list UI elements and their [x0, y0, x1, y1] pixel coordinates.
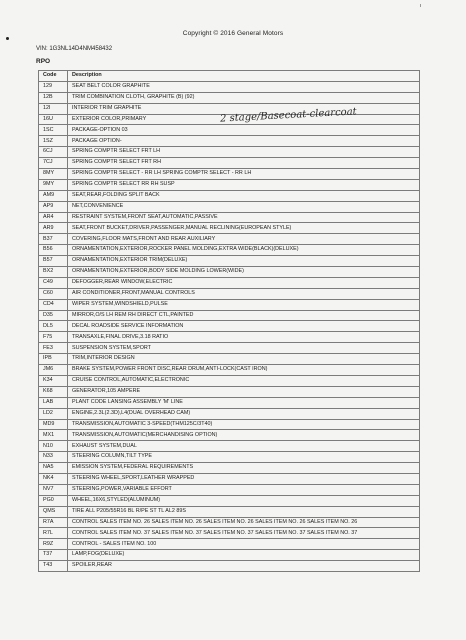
- rpo-code: BX2: [39, 267, 68, 278]
- rpo-code: N10: [39, 441, 68, 452]
- rpo-description: SPRING COMPTR SELECT - RR LH SPRING COMPTR SELECT - RR LH: [68, 169, 420, 180]
- rpo-description: BRAKE SYSTEM,POWER FRONT DISC,REAR DRUM,ANTI-LOCK(CAST IRON): [68, 365, 420, 376]
- table-row: [39, 495, 420, 506]
- table-row: [39, 169, 420, 180]
- rpo-description: WIPER SYSTEM,WINDSHIELD,PULSE: [68, 299, 420, 310]
- scan-speck: [420, 4, 421, 7]
- table-row: [39, 179, 420, 190]
- table-row: [39, 365, 420, 376]
- table-row: [39, 430, 420, 441]
- rpo-description: ENGINE,2.3L(2.3D),L4(DUAL OVERHEAD CAM): [68, 408, 420, 419]
- rpo-code: 12B: [39, 92, 68, 103]
- rpo-description: NET,CONVENIENCE: [68, 201, 420, 212]
- rpo-code: QMS: [39, 506, 68, 517]
- rpo-code: 7CJ: [39, 158, 68, 169]
- rpo-code: LAB: [39, 397, 68, 408]
- rpo-description: MIRROR,O/S LH REM RH DIRECT CTL,PAINTED: [68, 310, 420, 321]
- rpo-code: PG0: [39, 495, 68, 506]
- rpo-code: K34: [39, 375, 68, 386]
- rpo-description: DECAL ROADSIDE SERVICE INFORMATION: [68, 321, 420, 332]
- rpo-description: SPRING COMPTR SELECT FRT LH: [68, 147, 420, 158]
- table-row: [39, 245, 420, 256]
- rpo-code: MX1: [39, 430, 68, 441]
- table-row: [39, 332, 420, 343]
- rpo-description: TRANSMISSION,AUTOMATIC(MERCHANDISING OPTION): [68, 430, 420, 441]
- rpo-description: INTERIOR TRIM GRAPHITE: [68, 103, 420, 114]
- rpo-description: WHEEL,16X6,STYLED(ALUMINUM): [68, 495, 420, 506]
- rpo-code: C49: [39, 277, 68, 288]
- rpo-code: C60: [39, 288, 68, 299]
- table-row: [39, 375, 420, 386]
- rpo-code: 8MY: [39, 169, 68, 180]
- rpo-code: 12I: [39, 103, 68, 114]
- rpo-description: TRIM COMBINATION CLOTH, GRAPHITE (B) (92): [68, 92, 420, 103]
- rpo-description: TIRE ALL P205/55R16 BL R/PE ST TL AL2 89S: [68, 506, 420, 517]
- rpo-code: K68: [39, 386, 68, 397]
- table-header-row: [39, 71, 420, 82]
- rpo-description: CONTROL SALES ITEM NO. 26 SALES ITEM NO. 26 SALES ITEM NO. 26 SALES ITEM NO. 26 SALES ITEM NO. 26: [68, 517, 420, 528]
- rpo-description: DEFOGGER,REAR WINDOW,ELECTRIC: [68, 277, 420, 288]
- rpo-description: PLANT CODE LANSING ASSEMBLY 'M' LINE: [68, 397, 420, 408]
- rpo-description: PACKAGE-OPTION 03: [68, 125, 420, 136]
- table-row: [39, 92, 420, 103]
- table-row: [39, 463, 420, 474]
- rpo-code: NA5: [39, 463, 68, 474]
- table-row: [39, 147, 420, 158]
- rpo-code: AR4: [39, 212, 68, 223]
- table-row: [39, 201, 420, 212]
- table-row: [39, 354, 420, 365]
- rpo-code: T43: [39, 561, 68, 572]
- rpo-code: JM6: [39, 365, 68, 376]
- rpo-description: SEAT BELT COLOR GRAPHITE: [68, 81, 420, 92]
- rpo-code: NV7: [39, 484, 68, 495]
- rpo-heading: RPO: [36, 58, 51, 65]
- table-row: [39, 561, 420, 572]
- rpo-code: DL5: [39, 321, 68, 332]
- rpo-code: LD2: [39, 408, 68, 419]
- table-row: [39, 81, 420, 92]
- table-row: [39, 299, 420, 310]
- rpo-code: AM9: [39, 190, 68, 201]
- scan-speck: [6, 37, 9, 40]
- rpo-description: STEERING WHEEL,SPORT,LEATHER WRAPPED: [68, 473, 420, 484]
- rpo-code: NK4: [39, 473, 68, 484]
- rpo-description: SPRING COMPTR SELECT RR RH SUSP: [68, 179, 420, 190]
- table-row: [39, 234, 420, 245]
- rpo-code: T37: [39, 550, 68, 561]
- rpo-description: EXTERIOR COLOR,PRIMARY: [68, 114, 420, 125]
- rpo-description: STEERING COLUMN,TILT TYPE: [68, 452, 420, 463]
- rpo-code: R7A: [39, 517, 68, 528]
- table-row: [39, 517, 420, 528]
- table-row: [39, 136, 420, 147]
- table-row: [39, 506, 420, 517]
- code-column-header: Code: [39, 71, 68, 82]
- table-row: [39, 408, 420, 419]
- rpo-code: IPB: [39, 354, 68, 365]
- table-row: [39, 484, 420, 495]
- rpo-description: SUSPENSION SYSTEM,SPORT: [68, 343, 420, 354]
- rpo-description: CRUISE CONTROL,AUTOMATIC,ELECTRONIC: [68, 375, 420, 386]
- rpo-description: AIR CONDITIONER,FRONT,MANUAL CONTROLS: [68, 288, 420, 299]
- rpo-code: AR9: [39, 223, 68, 234]
- rpo-code: AP9: [39, 201, 68, 212]
- table-row: [39, 256, 420, 267]
- table-row: [39, 267, 420, 278]
- table-row: [39, 343, 420, 354]
- rpo-code: B37: [39, 234, 68, 245]
- table-row: [39, 190, 420, 201]
- rpo-description: CONTROL - SALES ITEM NO. 100: [68, 539, 420, 550]
- handwritten-note: 2 stage/Basecoat-clearcoat: [219, 106, 357, 125]
- rpo-code: D35: [39, 310, 68, 321]
- table-row: [39, 441, 420, 452]
- rpo-code: 16U: [39, 114, 68, 125]
- rpo-code: 6CJ: [39, 147, 68, 158]
- rpo-description: RESTRAINT SYSTEM,FRONT SEAT,AUTOMATIC,PASSIVE: [68, 212, 420, 223]
- table-row: [39, 419, 420, 430]
- table-row: [39, 528, 420, 539]
- rpo-description: EMISSION SYSTEM,FEDERAL REQUIREMENTS: [68, 463, 420, 474]
- rpo-options-table: [38, 70, 420, 572]
- table-row: [39, 452, 420, 463]
- table-row: [39, 310, 420, 321]
- table-row: [39, 321, 420, 332]
- rpo-description: TRANSAXLE,FINAL DRIVE,3.18 RATIO: [68, 332, 420, 343]
- rpo-code: CD4: [39, 299, 68, 310]
- rpo-code: 9MY: [39, 179, 68, 190]
- table-row: [39, 277, 420, 288]
- table-row: [39, 386, 420, 397]
- rpo-code: 1SC: [39, 125, 68, 136]
- vin-label: VIN: 1G3NL14D4NM458432: [36, 46, 113, 52]
- rpo-code: 1SZ: [39, 136, 68, 147]
- rpo-description: SEAT,FRONT BUCKET,DRIVER,PASSENGER,MANUAL RECLINING(EUROPEAN STYLE): [68, 223, 420, 234]
- rpo-description: TRANSMISSION,AUTOMATIC 3-SPEED(THM125C/3T40): [68, 419, 420, 430]
- rpo-description: CONTROL SALES ITEM NO. 37 SALES ITEM NO. 37 SALES ITEM NO. 37 SALES ITEM NO. 37 SALES ITEM NO. 37: [68, 528, 420, 539]
- rpo-description: ORNAMENTATION,EXTERIOR,ROCKER PANEL MOLDING,EXTRA WIDE(BLACK)(DELUXE): [68, 245, 420, 256]
- table-row: [39, 212, 420, 223]
- rpo-description: ORNAMENTATION,EXTERIOR TRIM(DELUXE): [68, 256, 420, 267]
- rpo-code: N33: [39, 452, 68, 463]
- rpo-description: TRIM,INTERIOR DESIGN: [68, 354, 420, 365]
- rpo-code: FE3: [39, 343, 68, 354]
- rpo-code: 129: [39, 81, 68, 92]
- rpo-description: EXHAUST SYSTEM,DUAL: [68, 441, 420, 452]
- rpo-code: R9Z: [39, 539, 68, 550]
- rpo-description: COVERING,FLOOR MATS,FRONT AND REAR AUXILIARY: [68, 234, 420, 245]
- rpo-description: SEAT,REAR,FOLDING SPLIT BACK: [68, 190, 420, 201]
- rpo-code: B56: [39, 245, 68, 256]
- table-row: [39, 288, 420, 299]
- rpo-code: B57: [39, 256, 68, 267]
- table-body: [39, 81, 420, 571]
- description-column-header: Description: [68, 71, 420, 82]
- rpo-code: MD9: [39, 419, 68, 430]
- rpo-description: STEERING,POWER,VARIABLE EFFORT: [68, 484, 420, 495]
- table-row: [39, 223, 420, 234]
- rpo-description: GENERATOR,105 AMPERE: [68, 386, 420, 397]
- table-row: [39, 473, 420, 484]
- table-row: [39, 158, 420, 169]
- rpo-description: ORNAMENTATION,EXTERIOR,BODY SIDE MOLDING LOWER(WIDE): [68, 267, 420, 278]
- rpo-code: F75: [39, 332, 68, 343]
- rpo-description: PACKAGE OPTION-: [68, 136, 420, 147]
- table-row: [39, 397, 420, 408]
- table-row: [39, 539, 420, 550]
- table-row: [39, 550, 420, 561]
- rpo-description: SPRING COMPTR SELECT FRT RH: [68, 158, 420, 169]
- rpo-description: SPOILER,REAR: [68, 561, 420, 572]
- rpo-code: R7L: [39, 528, 68, 539]
- rpo-description: LAMP,FOG(DELUXE): [68, 550, 420, 561]
- table-row: [39, 125, 420, 136]
- copyright-notice: Copyright © 2016 General Motors: [182, 30, 284, 37]
